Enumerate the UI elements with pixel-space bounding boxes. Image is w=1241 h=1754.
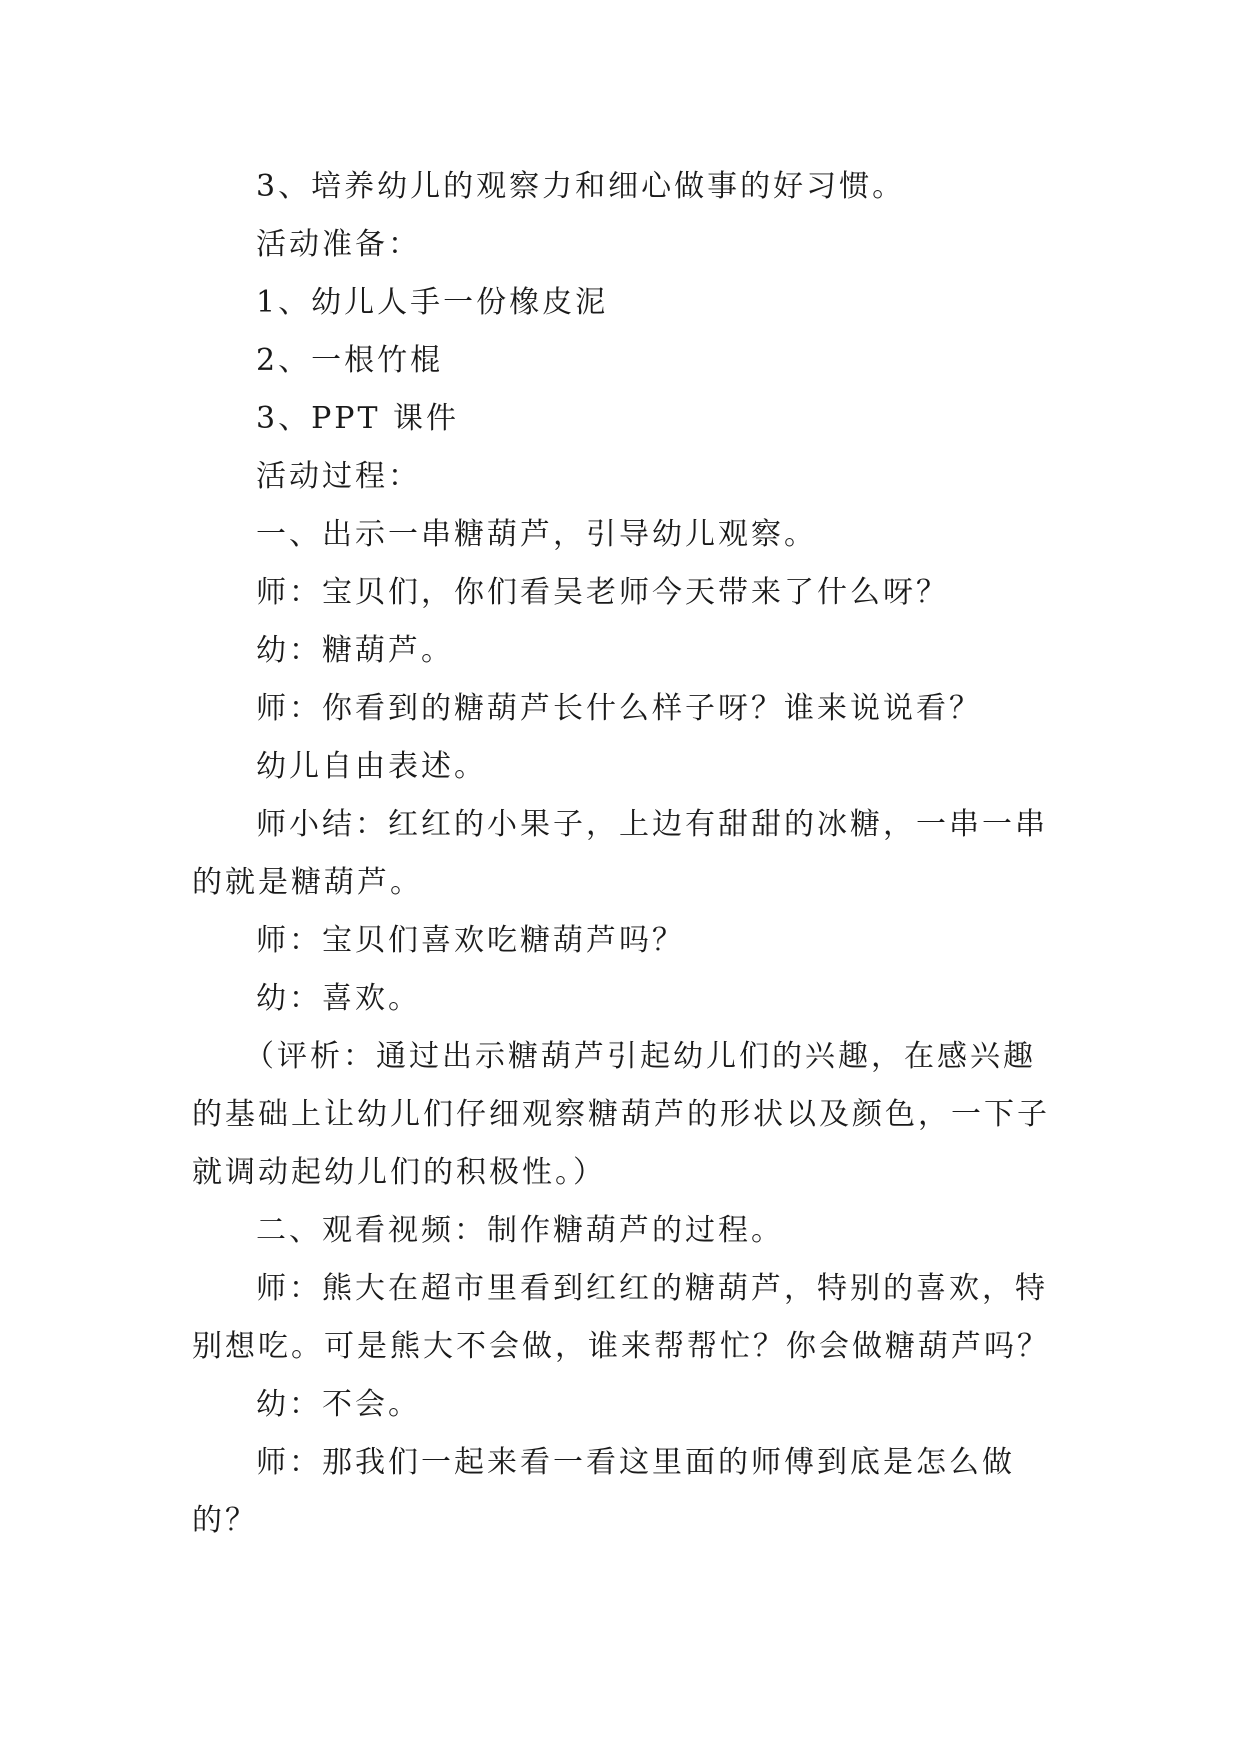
paragraph-prep-2: 2、一根竹棍 (256, 343, 444, 378)
document-body (192, 158, 1062, 1550)
paragraph-prep-3: 3、PPT 课件 (256, 401, 460, 436)
paragraph-step-1: 一、出示一串糖葫芦，引导幼儿观察。 (256, 517, 817, 552)
paragraph-step-2: 二、观看视频：制作糖葫芦的过程。 (256, 1213, 784, 1248)
paragraph-dialogue: 幼：不会。 (256, 1387, 421, 1422)
heading-preparation: 活动准备： (256, 227, 421, 262)
paragraph-dialogue: 幼：喜欢。 (256, 981, 421, 1016)
paragraph-dialogue: 师：熊大在超市里看到红红的糖葫芦，特别的喜欢，特别想吃。可是熊大不会做，谁来帮帮忙？你会做糖葫芦吗？ (192, 1271, 1050, 1364)
paragraph-goal-3: 3、培养幼儿的观察力和细心做事的好习惯。 (256, 169, 906, 204)
paragraph-dialogue: 幼儿自由表述。 (256, 749, 487, 784)
paragraph-dialogue: 师：宝贝们喜欢吃糖葫芦吗？ (256, 923, 685, 958)
heading-process: 活动过程： (256, 459, 421, 494)
paragraph-dialogue: 幼：糖葫芦。 (256, 633, 454, 668)
paragraph-summary: 师小结：红红的小果子，上边有甜甜的冰糖，一串一串的就是糖葫芦。 (192, 807, 1048, 900)
paragraph-commentary: （评析：通过出示糖葫芦引起幼儿们的兴趣，在感兴趣的基础上让幼儿们仔细观察糖葫芦的形状以及颜色，一下子就调动起幼儿们的积极性。） (192, 1039, 1050, 1190)
paragraph-prep-1: 1、幼儿人手一份橡皮泥 (256, 285, 609, 320)
paragraph-dialogue: 师：那我们一起来看一看这里面的师傅到底是怎么做的？ (192, 1445, 1015, 1538)
paragraph-dialogue: 师：宝贝们，你们看吴老师今天带来了什么呀？ (256, 575, 949, 610)
paragraph-dialogue: 师：你看到的糖葫芦长什么样子呀？谁来说说看？ (256, 691, 982, 726)
